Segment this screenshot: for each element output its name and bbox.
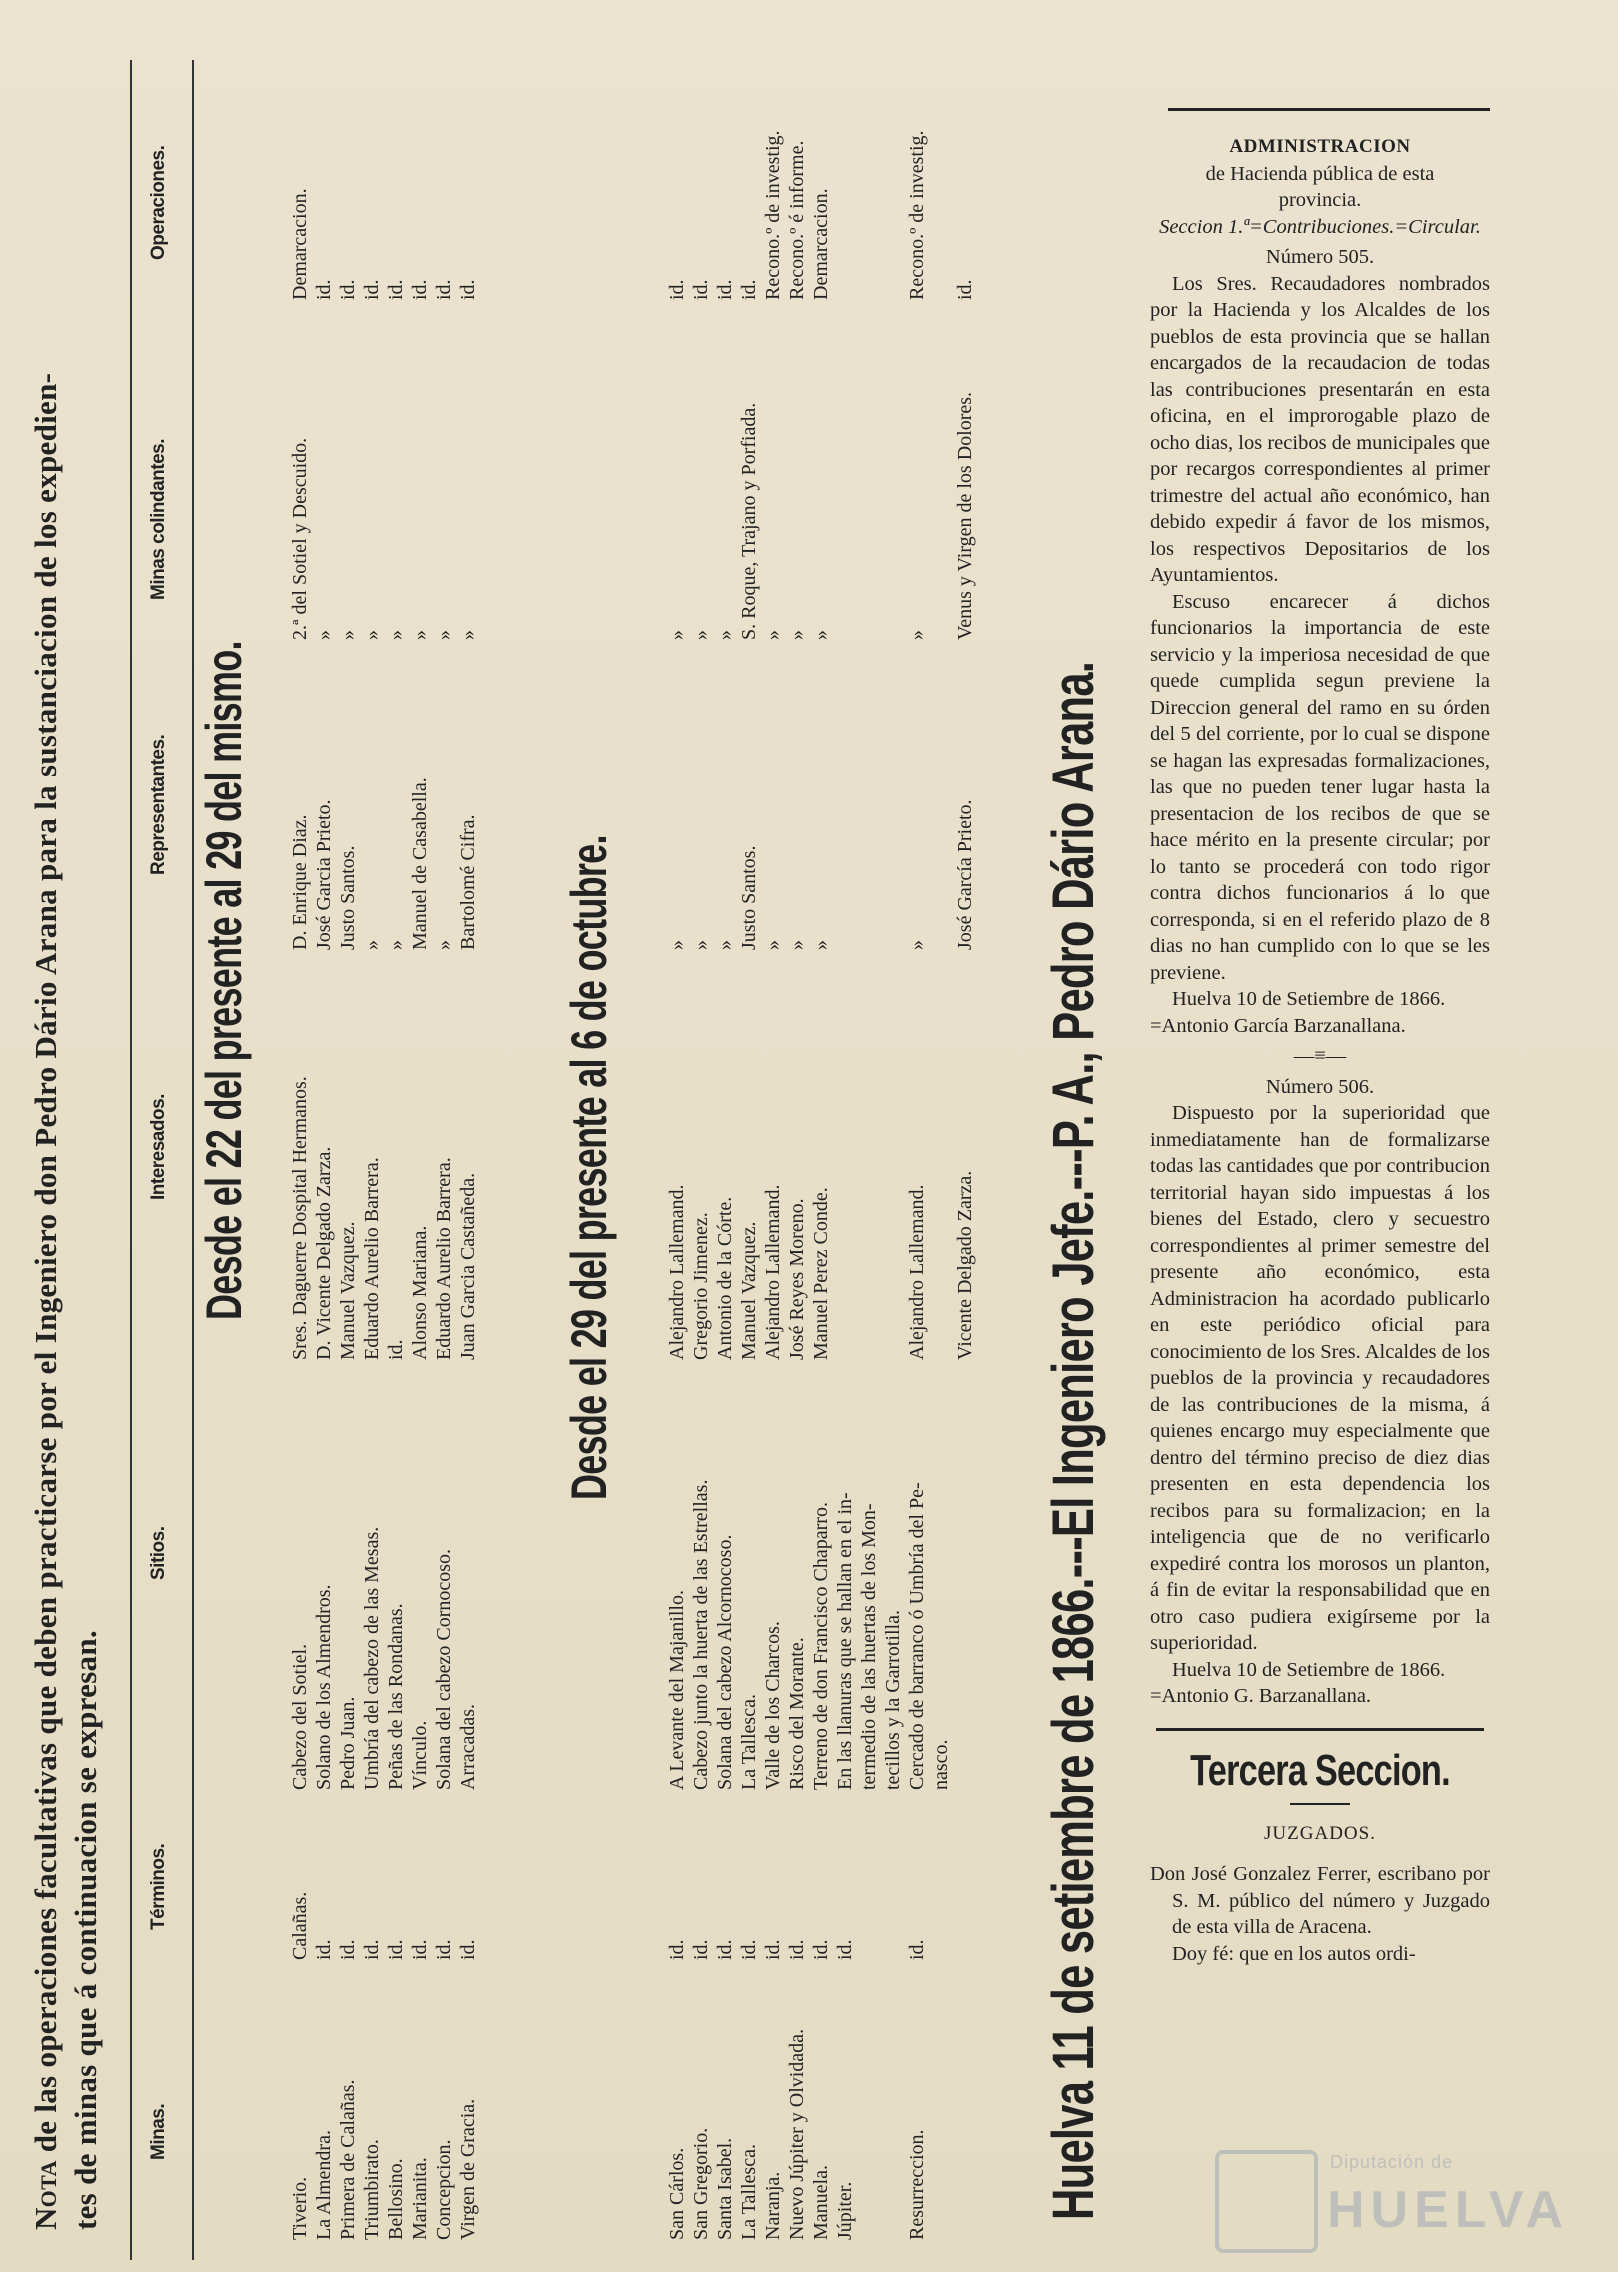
cell-mina: San Cárlos.: [666, 2147, 688, 2240]
cell-colindante: »: [409, 630, 431, 640]
cell-representante: José Garcia Prieto.: [313, 799, 335, 950]
cell-termino: id.: [834, 1939, 856, 1960]
cell-representante: Manuel de Casabella.: [409, 777, 431, 950]
cell-sitio: A Levante del Majanillo.: [666, 1590, 688, 1790]
watermark: [1215, 2150, 1570, 2250]
cell-representante: »: [666, 940, 688, 950]
cell-interesado: D. Vicente Delgado Zarza.: [313, 1146, 335, 1360]
table-row: [384, 60, 408, 2260]
table-row: [809, 60, 833, 2260]
cell-interesado: Sres. Daguerre Dospital Hermanos.: [289, 1076, 311, 1360]
cell-operacion: id.: [457, 279, 479, 300]
don-jose-paragraph: Don José Gonzalez Ferrer, escribano por S. M. público del número y Juzgado de esta villa de Aracena.: [1150, 1863, 1490, 1938]
table-row: [785, 60, 809, 2260]
cell-colindante: S. Roque, Trajano y Porfiada.: [738, 402, 760, 640]
table-row: [953, 60, 977, 2260]
cell-mina: Triumbirato.: [361, 2139, 383, 2240]
period-heading-2: Desde el 29 del presente al 6 de octubre.: [561, 835, 617, 1500]
cell-mina: Virgen de Gracia.: [457, 2098, 479, 2240]
cell-interesado: Manuel Vazquez.: [337, 1221, 359, 1360]
signature-line: Huelva 11 de setiembre de 1866.---El Ingeniero Jefe.---P. A., Pedro Dário Arana.: [1041, 661, 1106, 2220]
table-row: [456, 60, 480, 2260]
cell-termino: id.: [361, 1939, 383, 1960]
cell-sitio: En las llanuras que se hallan en el in-: [834, 1492, 856, 1790]
cell-colindante: »: [786, 630, 808, 640]
cell-mina: La Almendra.: [313, 2130, 335, 2240]
cell-termino: id.: [714, 1939, 736, 1960]
watermark-sub: Diputación de: [1330, 2152, 1454, 2172]
admin-sub2: provincia.: [1278, 189, 1362, 211]
cell-operacion: id.: [409, 279, 431, 300]
cell-termino: Calañas.: [289, 1891, 311, 1960]
cell-representante: »: [690, 940, 712, 950]
table-row: [737, 60, 761, 2260]
cell-mina: Resurreccion.: [906, 2129, 928, 2240]
cell-representante: »: [810, 940, 832, 950]
table-title: Nota de las operaciones facultativas que deben practicarse por el Ingeniero don Pedro Dário Arana para la sustanciacion de los expedien- tes de minas que á continuacion se expresan.: [28, 372, 103, 2230]
cell-colindante: 2.ª del Sotiel y Descuido.: [289, 437, 311, 640]
cell-interesado: Manuel Perez Conde.: [810, 1187, 832, 1360]
table-row: [336, 60, 360, 2260]
cell-mina: Marianita.: [409, 2157, 431, 2240]
seccion-line: Seccion 1.ª=Contribuciones.=Circular.: [1159, 215, 1481, 238]
cell-colindante: »: [385, 630, 407, 640]
cell-colindante: »: [762, 630, 784, 640]
cell-sitio: termedio de las huertas de los Mon-: [858, 1503, 880, 1790]
cell-sitio: Vínculo.: [409, 1720, 431, 1790]
cell-operacion: Recono.º de investig.: [762, 130, 784, 300]
rotated-table: [20, 60, 1130, 2260]
cell-sitio: Umbría del cabezo de las Mesas.: [361, 1526, 383, 1790]
cell-interesado: Vicente Delgado Zarza.: [954, 1170, 976, 1360]
cell-sitio: Solana del cabezo Cornocoso.: [433, 1548, 455, 1790]
col-sitios: Sitios.: [148, 1526, 169, 1580]
table-row: [665, 60, 689, 2260]
cell-sitio: Solana del cabezo Alcornocoso.: [714, 1534, 736, 1790]
cell-mina: Tiverio.: [289, 2176, 311, 2240]
paragraph-505a: Los Sres. Recaudadores nombrados por la Hacienda y los Alcaldes de los pueblos de esta provincia que se hallan encargados de la recaudacion de todas las contribuciones presentarán en esta oficina, en el improrogable plazo de ocho dias, los recibos de municipales que por recargos correspondientes al primer trimestre del actual año económico, han debido expedir á favor de los mismos, los respectivos Depositarios de los Ayuntamientos.: [1150, 272, 1490, 586]
watermark-main: HUELVA: [1327, 2181, 1570, 2239]
cell-termino: id.: [337, 1939, 359, 1960]
cell-interesado: Gregorio Jimenez.: [690, 1212, 712, 1360]
cell-representante: »: [361, 940, 383, 950]
tercera-seccion-heading: Tercera Seccion.: [1190, 1745, 1450, 1795]
cell-operacion: id.: [385, 279, 407, 300]
cell-operacion: id.: [337, 279, 359, 300]
cell-mina: Santa Isabel.: [714, 2137, 736, 2240]
cell-mina: Júpiter.: [834, 2181, 856, 2240]
cell-termino: id.: [762, 1939, 784, 1960]
cell-operacion: Recono.º é informe.: [786, 140, 808, 300]
cell-operacion: id.: [666, 279, 688, 300]
cell-operacion: id.: [738, 279, 760, 300]
cell-interesado: Alonso Mariana.: [409, 1225, 431, 1360]
right-column: [1150, 110, 1490, 1967]
cell-mina: Primera de Calañas.: [337, 2079, 359, 2240]
cell-termino: id.: [409, 1939, 431, 1960]
numero-506: Número 506.: [1265, 1075, 1375, 1098]
table-row: [360, 60, 384, 2260]
cell-representante: José García Prieto.: [954, 799, 976, 950]
cell-colindante: »: [313, 630, 335, 640]
cell-sitio: tecillos y la Garrotilla.: [882, 1610, 904, 1790]
cell-sitio: Risco del Morante.: [786, 1637, 808, 1790]
cell-interesado: Juan Garcia Castañeda.: [457, 1172, 479, 1360]
cell-interesado: id.: [385, 1339, 407, 1360]
cell-termino: id.: [810, 1939, 832, 1960]
col-operaciones: Operaciones.: [148, 145, 169, 260]
cell-interesado: Alejandro Lallemand.: [762, 1184, 784, 1360]
table-row: [408, 60, 432, 2260]
separator: —≡—: [1293, 1045, 1347, 1067]
cell-termino: id.: [313, 1939, 335, 1960]
cell-sitio: Peñas de las Rondanas.: [385, 1603, 407, 1790]
admin-sub1: de Hacienda pública de esta: [1205, 162, 1435, 185]
cell-sitio: Cabezo junto la huerta de las Estrellas.: [690, 1479, 712, 1790]
cell-mina: Nuevo Júpiter y Olvidada.: [786, 2028, 808, 2240]
cell-mina: Concepcion.: [433, 2139, 455, 2240]
cell-representante: »: [786, 940, 808, 950]
cell-representante: D. Enrique Diaz.: [289, 814, 311, 950]
numero-505: Número 505.: [1265, 246, 1375, 268]
cell-sitio: Arracadas.: [457, 1703, 479, 1790]
table-row: [881, 60, 905, 2260]
col-interesados: Interesados.: [148, 1094, 169, 1200]
mining-operations-section: [20, 60, 1130, 2260]
table-row: [312, 60, 336, 2260]
seal-icon: [1215, 2150, 1318, 2253]
cell-sitio: nasco.: [930, 1739, 952, 1790]
cell-interesado: Manuel Vazquez.: [738, 1221, 760, 1360]
cell-representante: Bartolomé Cifra.: [457, 814, 479, 950]
table-row: [929, 60, 953, 2260]
cell-operacion: Demarcacion.: [289, 188, 311, 300]
cell-operacion: id.: [433, 279, 455, 300]
cell-interesado: Alejandro Lallemand.: [666, 1184, 688, 1360]
table-row: [432, 60, 456, 2260]
cell-termino: id.: [738, 1939, 760, 1960]
cell-colindante: »: [810, 630, 832, 640]
col-representantes: Representantes.: [148, 734, 169, 875]
admin-heading: ADMINISTRACION: [1229, 136, 1411, 157]
cell-mina: Naranja.: [762, 2171, 784, 2240]
cell-mina: San Gregorio.: [690, 2127, 712, 2240]
signature-506: =Antonio G. Barzanallana.: [1150, 1685, 1372, 1707]
cell-colindante: »: [690, 630, 712, 640]
juzgados-heading: JUZGADOS.: [1264, 1822, 1376, 1844]
signature-505: =Antonio García Barzanallana.: [1150, 1014, 1406, 1037]
short-rule: [1290, 1803, 1350, 1805]
cell-sitio: Solano de los Almendros.: [313, 1584, 335, 1790]
doy-fe-paragraph: Doy fé: que en los autos ordi-: [1172, 1942, 1416, 1965]
table-row: [689, 60, 713, 2260]
cell-interesado: José Reyes Moreno.: [786, 1198, 808, 1360]
cell-colindante: »: [433, 630, 455, 640]
cell-representante: Justo Santos.: [738, 845, 760, 950]
col-minas: Minas.: [148, 2103, 169, 2160]
table-row: [857, 60, 881, 2260]
cell-operacion: id.: [361, 279, 383, 300]
cell-representante: »: [714, 940, 736, 950]
cell-sitio: Terreno de don Francisco Chaparro.: [810, 1502, 832, 1790]
cell-representante: »: [433, 940, 455, 950]
cell-termino: id.: [690, 1939, 712, 1960]
table-row: [761, 60, 785, 2260]
cell-mina: La Tallesca.: [738, 2144, 760, 2240]
cell-mina: Bellosino.: [385, 2158, 407, 2240]
cell-interesado: Eduardo Aurelio Barrera.: [433, 1157, 455, 1360]
cell-colindante: »: [361, 630, 383, 640]
cell-interesado: Alejandro Lallemand.: [906, 1184, 928, 1360]
cell-representante: Justo Santos.: [337, 845, 359, 950]
cell-colindante: »: [906, 630, 928, 640]
cell-operacion: id.: [714, 279, 736, 300]
column-headers: [130, 60, 194, 2260]
cell-termino: id.: [433, 1939, 455, 1960]
cell-interesado: Antonio de la Córte.: [714, 1196, 736, 1360]
cell-operacion: Demarcacion.: [810, 188, 832, 300]
table-row: [288, 60, 312, 2260]
cell-representante: »: [906, 940, 928, 950]
cell-operacion: Recono.º de investig.: [906, 130, 928, 300]
col-colindantes: Minas colindantes.: [148, 439, 169, 600]
cell-colindante: »: [457, 630, 479, 640]
col-terminos: Términos.: [148, 1843, 169, 1930]
cell-representante: »: [762, 940, 784, 950]
cell-termino: id.: [666, 1939, 688, 1960]
cell-termino: id.: [786, 1939, 808, 1960]
cell-sitio: Pedro Juan.: [337, 1696, 359, 1790]
cell-sitio: Cabezo del Sotiel.: [289, 1643, 311, 1790]
cell-sitio: Valle de los Charcos.: [762, 1621, 784, 1790]
cell-mina: Manuela.: [810, 2165, 832, 2240]
table-row: [905, 60, 929, 2260]
paragraph-505b: Escuso encarecer á dichos funcionarios la importancia de este servicio y la imperiosa necesidad de que quede cumplida segun previene la Direccion general del ramo en su órden del 5 del corriente, por lo cual se dispone se hagan las expresadas formalizaciones, las que no pueden tener lugar hasta la presentacion de los recibos de que se hace mérito en la presente circular; por lo tanto se procederá con todo rigor contra dichos funcionarios á lo que corresponda, si en el referido plazo de 8 dias no han cumplido con lo que se les previene.: [1150, 590, 1490, 984]
period-heading-1: Desde el 22 del presente al 29 del mismo.: [196, 641, 252, 1320]
table-row: [833, 60, 857, 2260]
cell-representante: »: [385, 940, 407, 950]
cell-colindante: »: [714, 630, 736, 640]
paragraph-506: Dispuesto por la superioridad que inmediatamente han de formalizarse todas las cantidades que por contribucion territorial hayan sido impuestas á los bienes del Estado, clero y secuestro correspondientes al primer semestre del presente año económico, esta Administracion ha acordado publicarlo en este periódico oficial para conocimiento de los Sres. Alcaldes de los pueblos de la provincia y recaudadores de las contribuciones de la misma, á quienes encargo muy especialmente que dentro del término preciso de diez dias presenten en esta dependencia los recibos para su formalizacion; en la inteligencia que de no verificarlo expediré contra los morosos un planton, á fin de evitar la responsabilidad que en otro caso pudiera exigírseme por la superioridad.: [1150, 1102, 1490, 1654]
cell-colindante: »: [337, 630, 359, 640]
cell-operacion: id.: [954, 279, 976, 300]
date-506: Huelva 10 de Setiembre de 1866.: [1172, 1658, 1446, 1681]
cell-colindante: »: [666, 630, 688, 640]
cell-operacion: id.: [690, 279, 712, 300]
cell-operacion: id.: [313, 279, 335, 300]
section-rule: [1156, 1728, 1484, 1731]
cell-interesado: Eduardo Aurelio Barrera.: [361, 1157, 383, 1360]
cell-termino: id.: [457, 1939, 479, 1960]
cell-termino: id.: [906, 1939, 928, 1960]
cell-termino: id.: [385, 1939, 407, 1960]
cell-colindante: Venus y Virgen de los Dolores.: [954, 391, 976, 640]
cell-sitio: La Tallesca.: [738, 1694, 760, 1790]
cell-sitio: Cercado de barranco ó Umbría del Pe-: [906, 1482, 928, 1790]
table-row: [713, 60, 737, 2260]
date-505: Huelva 10 de Setiembre de 1866.: [1172, 988, 1446, 1010]
